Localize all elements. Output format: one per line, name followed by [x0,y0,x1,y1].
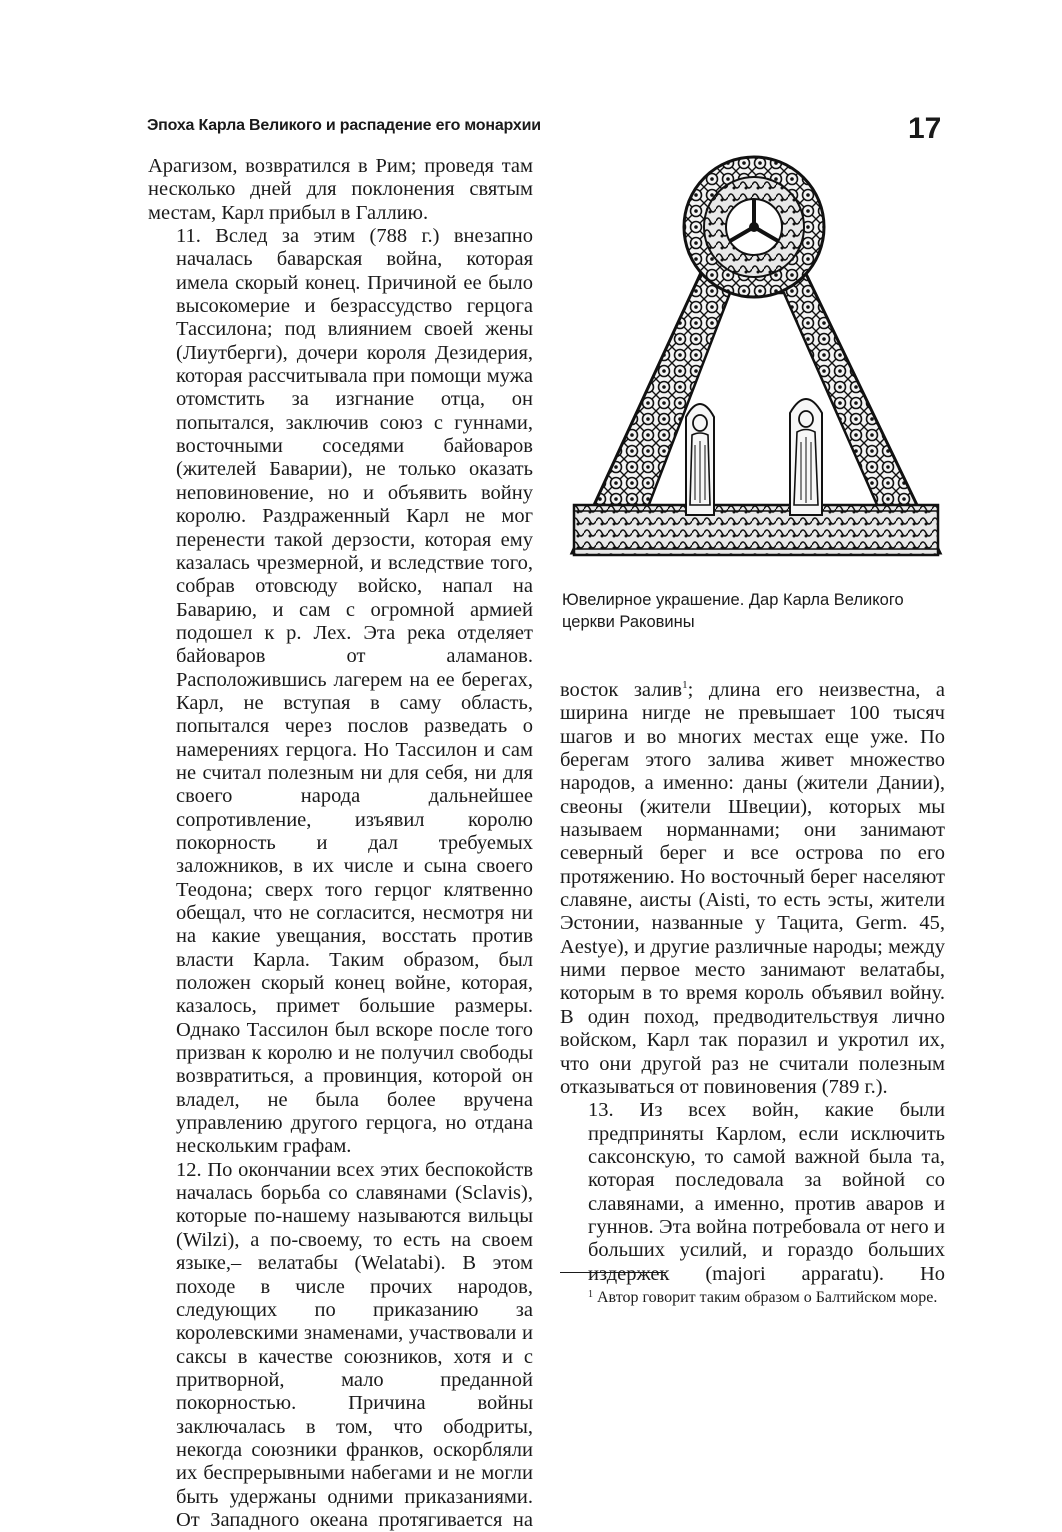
paragraph-text: ; длина его неизвестна, а ширина нигде не превышает 100 тысяч шагов и во многих местах еще уже. По берегам этого залива живет множество народов, а именно: даны (жители Дании), свеоны (жители Швеции), которых мы называем норманнами; они занимают северный берег и все острова по его протяжению. Но восточный берег населяют славяне, аисты (Aisti, то есть эсты, жители Эстонии, названные у Тацита, Germ. 45, Aestye), и другие различные народы; между ними первое место занимают велатабы, которым в то время король объявил войну. В один поход, предводительствуя лично войском, Карл так поразил и укротил их, что они другой раз не считали полезным отказываться от повиновения (789 г.). [560,679,945,1098]
figure-caption: Ювелирное украшение. Дар Карла Великого церкви Раковины [562,591,904,631]
paragraph-text: восток залив [560,679,683,701]
left-text-column [148,155,533,1532]
footnote-divider [560,1272,666,1273]
paragraph: 12. По окончании всех этих беспокойств началась борьба со славянами (Sclavis), которые по-нашему называются вильцы (Wilzi), а по-своему, то есть на своем языке,– велатабы (Welatabi). В этом походе в числе прочих народов, следующих по приказанию за королевскими знаменами, участвовали и саксы в качестве союзников, хотя и с притворной, мало преданной покорностью. Причина войны заключалась в том, что ободриты, некогда союзники франков, оскорбляли их беспрерывными набегами и не могли быть удержаны одними приказаниями. От Западного океана протягивается на [176,1158,533,1531]
paragraph: 11. Вслед за этим (788 г.) внезапно началась баварская война, которая имела скорый конец. Причиной ее было высокомерие и безрассудство герцога Тассилона; под влиянием своей жены (Лиутберги), дочери короля Дезидерия, которая рассчитывала при помощи мужа отомстить за изгнание отца, он попытался, заключив союз с гуннами, восточными соседями байоваров (жителей Баварии), не только оказать неповиновение, но и объявить войну королю. Раздраженный Карл не мог перенести такой дерзости, которая ему казалась чрезмерной, и вследствие того, собрав отовсюду войско, напал на Баварию, и сам с огромной армией подошел к р. Лех. Эта река отделяет байоваров от аламанов. Расположившись лагерем на ее берегах, Карл, не вступая в саму область, попытался через послов разведать о намерениях герцога. Но Тассилон и сам не считал полезным ни для себя, ни для своего народа дальнейшее сопротивление, изъявил королю покорность и дал требуемых заложников, в их числе и сына своего Теодона; сверх того герцог клятвенно обещал, что не согласится, несмотря ни на какие увещания, восстать против власти Карла. Таким образом, был положен скорый конец войне, которая, казалось, примет большие размеры. Однако Тассилон был вскоре после того призван к королю и не получил свободы возвратиться, а провинция, которой он владел, не была более вручена управлению другого герцога, но отдана нескольким графам. [176,225,533,1158]
footnote [560,1286,945,1309]
jewel-ornament-illustration [560,155,948,580]
page-number: 17 [908,112,942,145]
footnote-number: 1 [588,1289,593,1300]
paragraph: 13. Из всех войн, какие были предприняты Карлом, если исключить саксонскую, то самой важной была та, которая последовала за войной со славянами, а именно, против аваров и гуннов. Эта война потребовала от него и больших усилий, и гораздо больших издержек (majori apparatu). Но [588,1099,945,1285]
right-text-column [560,679,945,1286]
footnote-text: Автор говорит таким образом о Балтийском море. [593,1289,938,1306]
paragraph [560,679,945,1099]
paragraph: Арагизом, возвратился в Рим; проведя там несколько дней для поклонения святым местам, Карл прибыл в Галлию. [148,155,533,224]
running-header: Эпоха Карла Великого и распадение его монархии [147,117,541,134]
footnote-marker: 1 [682,679,688,691]
